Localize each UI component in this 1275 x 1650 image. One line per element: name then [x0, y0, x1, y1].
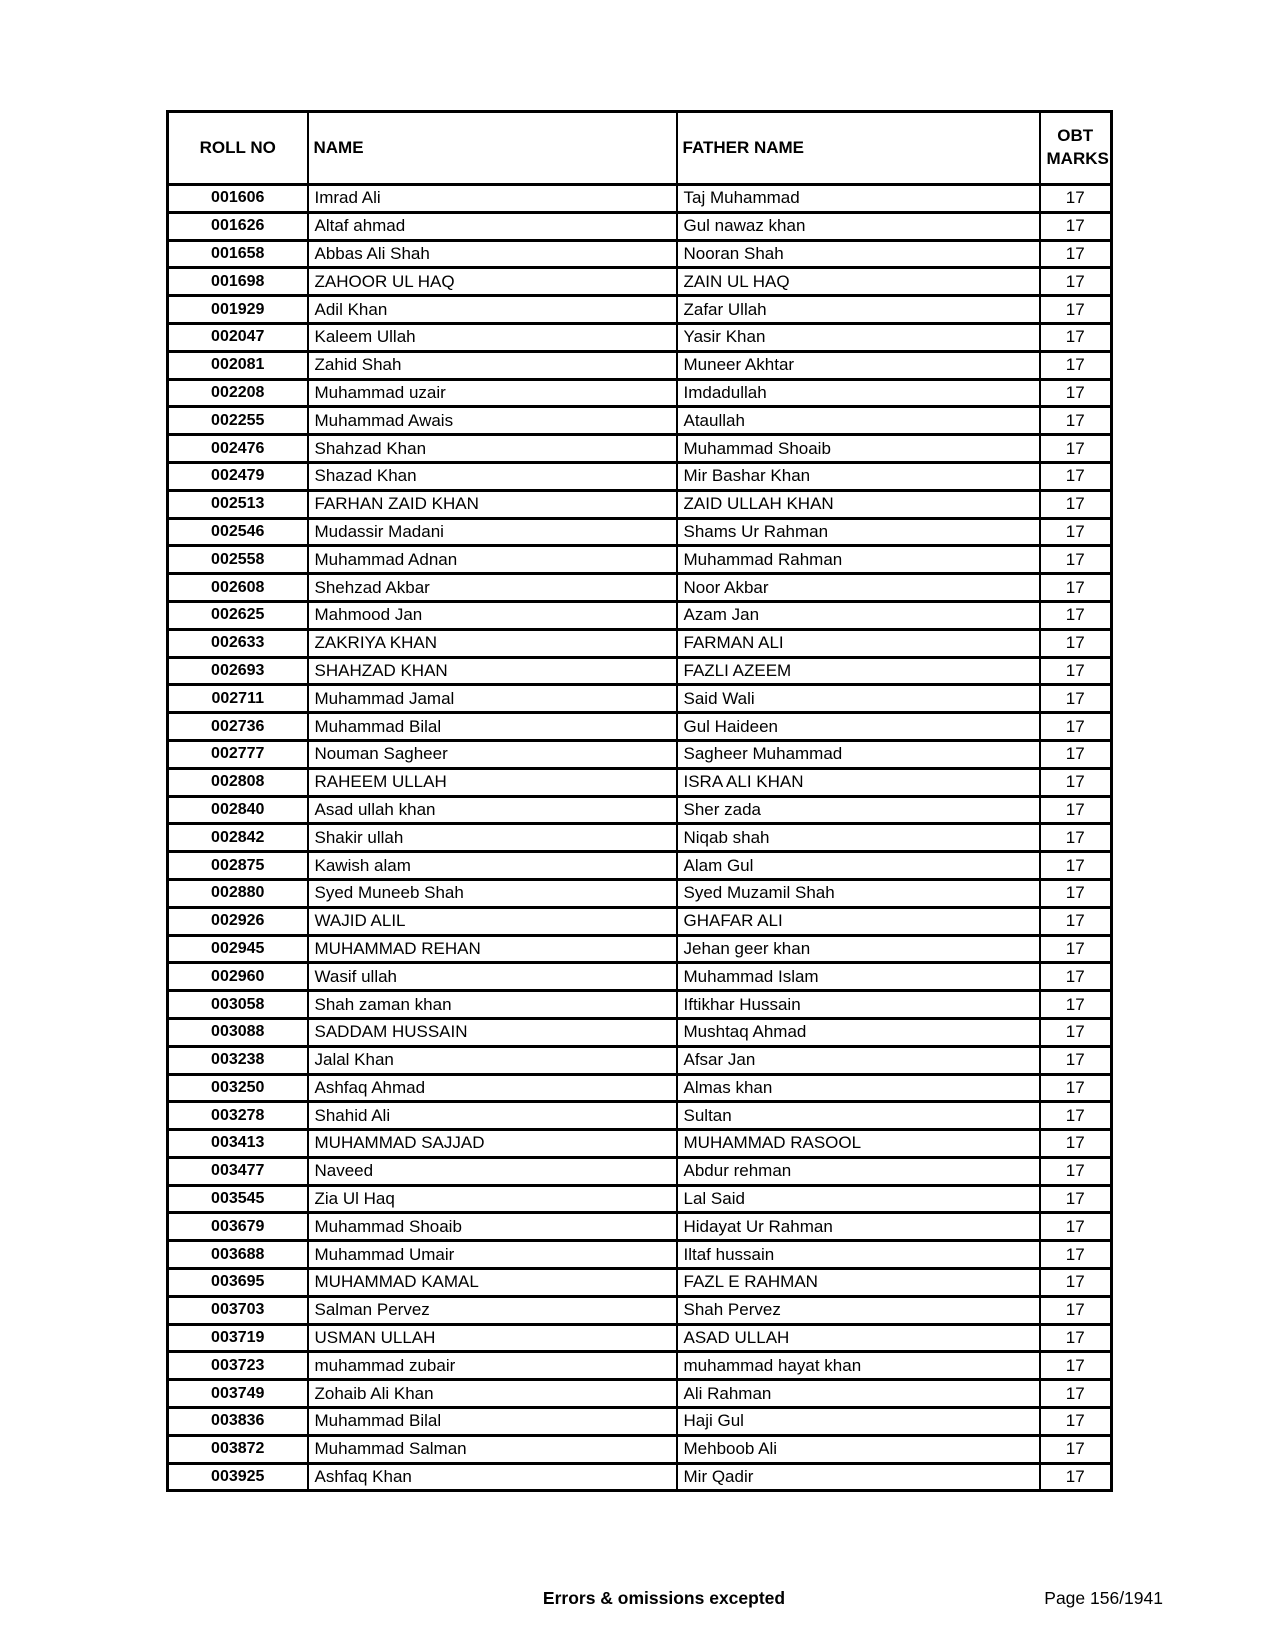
table-row [168, 1157, 1112, 1185]
roll-no-cell: 002081 [168, 351, 308, 379]
marks-cell: 17 [1040, 796, 1112, 824]
roll-no-cell: 001929 [168, 296, 308, 324]
name-cell: Ashfaq Ahmad [308, 1074, 677, 1102]
marks-cell: 17 [1040, 1269, 1112, 1297]
table-row [168, 1241, 1112, 1269]
name-cell: ZAKRIYA KHAN [308, 629, 677, 657]
father-name-cell: Abdur rehman [677, 1157, 1040, 1185]
roll-no-cell: 003695 [168, 1269, 308, 1297]
name-cell: Muhammad Awais [308, 407, 677, 435]
father-name-cell: Gul nawaz khan [677, 212, 1040, 240]
marks-cell: 17 [1040, 1352, 1112, 1380]
marks-cell: 17 [1040, 462, 1112, 490]
father-name-cell: Yasir Khan [677, 323, 1040, 351]
father-name-cell: Muneer Akhtar [677, 351, 1040, 379]
name-cell: SADDAM HUSSAIN [308, 1018, 677, 1046]
marks-cell: 17 [1040, 268, 1112, 296]
marks-cell: 17 [1040, 935, 1112, 963]
table-row [168, 629, 1112, 657]
marks-cell: 17 [1040, 1185, 1112, 1213]
table-row [168, 1046, 1112, 1074]
marks-cell: 17 [1040, 351, 1112, 379]
father-name-cell: Muhammad Rahman [677, 546, 1040, 574]
marks-cell: 17 [1040, 518, 1112, 546]
roll-no-cell: 002208 [168, 379, 308, 407]
table-row [168, 296, 1112, 324]
name-cell: Abbas Ali Shah [308, 240, 677, 268]
table-row [168, 824, 1112, 852]
table-row [168, 351, 1112, 379]
roll-no-cell: 002842 [168, 824, 308, 852]
roll-no-cell: 003679 [168, 1213, 308, 1241]
table-row [168, 768, 1112, 796]
marks-cell: 17 [1040, 1324, 1112, 1352]
marks-cell: 17 [1040, 1102, 1112, 1130]
name-cell: Salman Pervez [308, 1296, 677, 1324]
table-row [168, 1324, 1112, 1352]
table-row [168, 1435, 1112, 1463]
name-cell: Imrad Ali [308, 185, 677, 213]
table-row [168, 546, 1112, 574]
father-name-cell: Hidayat Ur Rahman [677, 1213, 1040, 1241]
father-name-cell: Shams Ur Rahman [677, 518, 1040, 546]
father-name-cell: MUHAMMAD RASOOL [677, 1130, 1040, 1158]
roll-no-cell: 002808 [168, 768, 308, 796]
name-cell: MUHAMMAD KAMAL [308, 1269, 677, 1297]
name-cell: Muhammad Umair [308, 1241, 677, 1269]
roll-no-cell: 003477 [168, 1157, 308, 1185]
table-row [168, 574, 1112, 602]
father-name-cell: Almas khan [677, 1074, 1040, 1102]
roll-no-cell: 001698 [168, 268, 308, 296]
name-cell: Zohaib Ali Khan [308, 1380, 677, 1408]
marks-cell: 17 [1040, 1018, 1112, 1046]
marks-cell: 17 [1040, 852, 1112, 880]
marks-cell: 17 [1040, 1380, 1112, 1408]
roll-no-cell: 003749 [168, 1380, 308, 1408]
father-name-cell: ASAD ULLAH [677, 1324, 1040, 1352]
results-table-header [168, 112, 1112, 185]
roll-no-cell: 003836 [168, 1408, 308, 1436]
name-cell: Shehzad Akbar [308, 574, 677, 602]
obt-marks-header: OBT MARKS [1040, 112, 1112, 185]
roll-no-cell: 002960 [168, 963, 308, 991]
roll-no-cell: 002693 [168, 657, 308, 685]
roll-no-cell: 002479 [168, 462, 308, 490]
roll-no-cell: 002255 [168, 407, 308, 435]
roll-no-cell: 002945 [168, 935, 308, 963]
marks-cell: 17 [1040, 1435, 1112, 1463]
marks-cell: 17 [1040, 1074, 1112, 1102]
father-name-cell: Mehboob Ali [677, 1435, 1040, 1463]
roll-no-cell: 002558 [168, 546, 308, 574]
name-cell: Shahzad Khan [308, 435, 677, 463]
roll-no-cell: 003413 [168, 1130, 308, 1158]
table-row [168, 1269, 1112, 1297]
table-row [168, 852, 1112, 880]
name-cell: Shahid Ali [308, 1102, 677, 1130]
name-cell: Kawish alam [308, 852, 677, 880]
table-row [168, 1463, 1112, 1491]
marks-cell: 17 [1040, 657, 1112, 685]
name-cell: Jalal Khan [308, 1046, 677, 1074]
father-name-header: FATHER NAME [677, 112, 1040, 185]
marks-cell: 17 [1040, 1213, 1112, 1241]
name-cell: FARHAN ZAID KHAN [308, 490, 677, 518]
name-cell: Naveed [308, 1157, 677, 1185]
marks-cell: 17 [1040, 685, 1112, 713]
father-name-cell: Mir Qadir [677, 1463, 1040, 1491]
name-cell: Mahmood Jan [308, 601, 677, 629]
father-name-cell: Noor Akbar [677, 574, 1040, 602]
roll-no-cell: 002840 [168, 796, 308, 824]
name-cell: RAHEEM ULLAH [308, 768, 677, 796]
results-table [166, 110, 1113, 1492]
table-row [168, 518, 1112, 546]
name-cell: Shah zaman khan [308, 991, 677, 1019]
father-name-cell: ZAIN UL HAQ [677, 268, 1040, 296]
marks-cell: 17 [1040, 296, 1112, 324]
table-row [168, 212, 1112, 240]
marks-cell: 17 [1040, 768, 1112, 796]
table-row [168, 907, 1112, 935]
table-row [168, 407, 1112, 435]
name-cell: WAJID ALIL [308, 907, 677, 935]
roll-no-cell: 002513 [168, 490, 308, 518]
roll-no-cell: 003925 [168, 1463, 308, 1491]
father-name-cell: Nooran Shah [677, 240, 1040, 268]
marks-cell: 17 [1040, 991, 1112, 1019]
footer-disclaimer: Errors & omissions excepted [542, 1588, 786, 1608]
roll-no-cell: 003545 [168, 1185, 308, 1213]
father-name-cell: Muhammad Islam [677, 963, 1040, 991]
roll-no-cell: 002711 [168, 685, 308, 713]
table-row [168, 935, 1112, 963]
roll-no-cell: 002625 [168, 601, 308, 629]
father-name-cell: Azam Jan [677, 601, 1040, 629]
father-name-cell: Iftikhar Hussain [677, 991, 1040, 1019]
page-number: Page 156/1941 [1044, 1588, 1163, 1608]
father-name-cell: Gul Haideen [677, 713, 1040, 741]
name-cell: Muhammad Bilal [308, 713, 677, 741]
table-row [168, 268, 1112, 296]
name-cell: Muhammad uzair [308, 379, 677, 407]
name-cell: Adil Khan [308, 296, 677, 324]
marks-cell: 17 [1040, 601, 1112, 629]
name-cell: Mudassir Madani [308, 518, 677, 546]
father-name-cell: ISRA ALI KHAN [677, 768, 1040, 796]
name-cell: Muhammad Shoaib [308, 1213, 677, 1241]
name-cell: MUHAMMAD REHAN [308, 935, 677, 963]
marks-cell: 17 [1040, 879, 1112, 907]
table-row [168, 240, 1112, 268]
father-name-cell: Lal Said [677, 1185, 1040, 1213]
marks-cell: 17 [1040, 713, 1112, 741]
name-cell: Kaleem Ullah [308, 323, 677, 351]
father-name-cell: muhammad hayat khan [677, 1352, 1040, 1380]
roll-no-cell: 002546 [168, 518, 308, 546]
father-name-cell: Ataullah [677, 407, 1040, 435]
name-cell: Ashfaq Khan [308, 1463, 677, 1491]
marks-cell: 17 [1040, 963, 1112, 991]
marks-cell: 17 [1040, 407, 1112, 435]
table-row [168, 435, 1112, 463]
table-row [168, 1102, 1112, 1130]
father-name-cell: Zafar Ullah [677, 296, 1040, 324]
roll-no-cell: 002926 [168, 907, 308, 935]
father-name-cell: Syed Muzamil Shah [677, 879, 1040, 907]
marks-cell: 17 [1040, 574, 1112, 602]
father-name-cell: Said Wali [677, 685, 1040, 713]
roll-no-cell: 002047 [168, 323, 308, 351]
roll-no-cell: 002476 [168, 435, 308, 463]
table-row [168, 1296, 1112, 1324]
roll-no-cell: 003088 [168, 1018, 308, 1046]
marks-cell: 17 [1040, 546, 1112, 574]
father-name-cell: Niqab shah [677, 824, 1040, 852]
father-name-cell: GHAFAR ALI [677, 907, 1040, 935]
roll-no-cell: 003703 [168, 1296, 308, 1324]
table-row [168, 1352, 1112, 1380]
father-name-cell: Afsar Jan [677, 1046, 1040, 1074]
name-cell: Nouman Sagheer [308, 740, 677, 768]
roll-no-cell: 001606 [168, 185, 308, 213]
roll-no-cell: 003872 [168, 1435, 308, 1463]
roll-no-cell: 003058 [168, 991, 308, 1019]
marks-cell: 17 [1040, 1463, 1112, 1491]
marks-cell: 17 [1040, 490, 1112, 518]
father-name-cell: Ali Rahman [677, 1380, 1040, 1408]
marks-cell: 17 [1040, 435, 1112, 463]
roll-no-cell: 001658 [168, 240, 308, 268]
marks-cell: 17 [1040, 1130, 1112, 1158]
name-cell: Zia Ul Haq [308, 1185, 677, 1213]
name-cell: Muhammad Bilal [308, 1408, 677, 1436]
name-cell: Altaf ahmad [308, 212, 677, 240]
marks-cell: 17 [1040, 1241, 1112, 1269]
father-name-cell: Iltaf hussain [677, 1241, 1040, 1269]
marks-cell: 17 [1040, 1408, 1112, 1436]
name-header: NAME [308, 112, 677, 185]
name-cell: ZAHOOR UL HAQ [308, 268, 677, 296]
father-name-cell: Sultan [677, 1102, 1040, 1130]
roll-no-cell: 001626 [168, 212, 308, 240]
name-cell: Zahid Shah [308, 351, 677, 379]
roll-no-cell: 002880 [168, 879, 308, 907]
table-row [168, 1074, 1112, 1102]
marks-cell: 17 [1040, 907, 1112, 935]
father-name-cell: FAZL E RAHMAN [677, 1269, 1040, 1297]
father-name-cell: Imdadullah [677, 379, 1040, 407]
roll-no-cell: 003250 [168, 1074, 308, 1102]
name-cell: MUHAMMAD SAJJAD [308, 1130, 677, 1158]
father-name-cell: Taj Muhammad [677, 185, 1040, 213]
table-row [168, 713, 1112, 741]
name-cell: Muhammad Jamal [308, 685, 677, 713]
name-cell: Muhammad Salman [308, 1435, 677, 1463]
roll-no-cell: 003723 [168, 1352, 308, 1380]
table-row [168, 991, 1112, 1019]
table-row [168, 1018, 1112, 1046]
roll-no-cell: 002608 [168, 574, 308, 602]
table-row [168, 796, 1112, 824]
father-name-cell: Sher zada [677, 796, 1040, 824]
father-name-cell: Mir Bashar Khan [677, 462, 1040, 490]
marks-cell: 17 [1040, 1296, 1112, 1324]
father-name-cell: Mushtaq Ahmad [677, 1018, 1040, 1046]
table-row [168, 462, 1112, 490]
table-row [168, 601, 1112, 629]
table-row [168, 1408, 1112, 1436]
roll-no-cell: 002875 [168, 852, 308, 880]
father-name-cell: Shah Pervez [677, 1296, 1040, 1324]
marks-cell: 17 [1040, 212, 1112, 240]
father-name-cell: Alam Gul [677, 852, 1040, 880]
roll-no-cell: 003278 [168, 1102, 308, 1130]
father-name-cell: Sagheer Muhammad [677, 740, 1040, 768]
header-row [168, 112, 1112, 185]
name-cell: muhammad zubair [308, 1352, 677, 1380]
table-row [168, 1213, 1112, 1241]
table-row [168, 379, 1112, 407]
roll-no-cell: 002777 [168, 740, 308, 768]
father-name-cell: Jehan geer khan [677, 935, 1040, 963]
name-cell: Syed Muneeb Shah [308, 879, 677, 907]
marks-cell: 17 [1040, 323, 1112, 351]
roll-no-cell: 003238 [168, 1046, 308, 1074]
roll-no-cell: 002736 [168, 713, 308, 741]
marks-cell: 17 [1040, 379, 1112, 407]
father-name-cell: Muhammad Shoaib [677, 435, 1040, 463]
marks-cell: 17 [1040, 824, 1112, 852]
name-cell: Asad ullah khan [308, 796, 677, 824]
table-row [168, 323, 1112, 351]
roll-no-cell: 003688 [168, 1241, 308, 1269]
marks-cell: 17 [1040, 185, 1112, 213]
table-row [168, 879, 1112, 907]
table-row [168, 740, 1112, 768]
father-name-cell: Haji Gul [677, 1408, 1040, 1436]
father-name-cell: ZAID ULLAH KHAN [677, 490, 1040, 518]
table-row [168, 963, 1112, 991]
name-cell: Wasif ullah [308, 963, 677, 991]
roll-no-cell: 002633 [168, 629, 308, 657]
table-row [168, 1130, 1112, 1158]
roll-no-header: ROLL NO [168, 112, 308, 185]
father-name-cell: FARMAN ALI [677, 629, 1040, 657]
marks-cell: 17 [1040, 629, 1112, 657]
table-row [168, 1380, 1112, 1408]
table-row [168, 185, 1112, 213]
marks-cell: 17 [1040, 240, 1112, 268]
name-cell: Shakir ullah [308, 824, 677, 852]
marks-cell: 17 [1040, 1157, 1112, 1185]
roll-no-cell: 003719 [168, 1324, 308, 1352]
table-row [168, 685, 1112, 713]
table-row [168, 1185, 1112, 1213]
marks-cell: 17 [1040, 740, 1112, 768]
results-table-body [168, 185, 1112, 1491]
table-row [168, 490, 1112, 518]
name-cell: USMAN ULLAH [308, 1324, 677, 1352]
name-cell: Shazad Khan [308, 462, 677, 490]
father-name-cell: FAZLI AZEEM [677, 657, 1040, 685]
name-cell: SHAHZAD KHAN [308, 657, 677, 685]
marks-cell: 17 [1040, 1046, 1112, 1074]
table-row [168, 657, 1112, 685]
name-cell: Muhammad Adnan [308, 546, 677, 574]
